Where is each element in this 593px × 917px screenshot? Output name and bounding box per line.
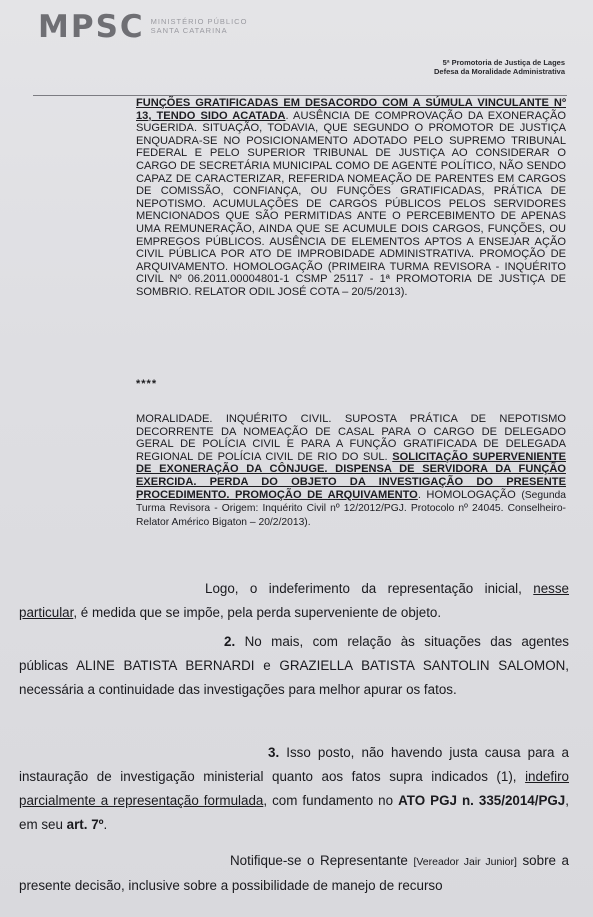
ementa-quote-2 xyxy=(136,413,566,529)
paragraph-2-number: 2. xyxy=(224,634,236,649)
logo-subtitle xyxy=(151,17,248,35)
ementa-2-reference: (Segunda Turma Revisora - Origem: Inquérito Civil nº 12/2012/PGJ. Protocolo nº 24045. Conselheiro-Relator Américo Bigaton – 20/2/2013). xyxy=(136,489,567,528)
ementa-1-highlight: FUNÇÕES GRATIFICADAS EM DESACORDO COM A SÚMULA VINCULANTE Nº 13, TENDO SIDO ACATADA xyxy=(136,97,566,122)
paragraph-4-bracket-note: [Vereador Jair Junior] xyxy=(413,856,517,868)
paragraph-4 xyxy=(19,849,569,898)
paragraph-3-text: Isso posto, não havendo justa causa para a instauração de investigação ministerial quanto aos fatos supra indicados (1), xyxy=(19,745,569,784)
paragraph-3-text-4: . xyxy=(103,817,108,832)
ementa-2-text: MORALIDADE. INQUÉRITO CIVIL. SUPOSTA PRÁTICA DE NEPOTISMO DECORRENTE DA NOMEAÇÃO DE CASAL PARA O CARGO DE DELEGADO GERAL DE POLÍCIA CIVIL E PARA A FUNÇÃO GRATIFICADA DE DELEGADA REGIONAL DE POLÍCIA CIVIL DE RIO DO SUL. xyxy=(136,413,566,463)
office-line-2: Defesa da Moralidade Administrativa xyxy=(433,67,565,76)
paragraph-3-text-3: , em seu xyxy=(19,793,569,832)
logo-subtitle-line-1: MINISTÉRIO PÚBLICO xyxy=(150,17,248,26)
paragraph-4-text: Notifique-se o Representante xyxy=(230,853,414,868)
office-line-1: 5ª Promotoria de Justiça de Lages xyxy=(442,58,565,67)
paragraph-2 xyxy=(19,630,569,702)
ementa-quote-1 xyxy=(136,97,566,299)
paragraph-1-text-2: , é medida que se impõe, pela perda superveniente de objeto. xyxy=(73,605,442,620)
paragraph-3-underlined: indefiro parcialmente a representação formulada xyxy=(19,769,569,808)
logo-wordmark: MPSC xyxy=(38,9,145,45)
logo-subtitle-line-2: SANTA CATARINA xyxy=(150,26,228,35)
paragraph-3-act-reference: ATO PGJ n. 335/2014/PGJ xyxy=(398,793,566,808)
office-header xyxy=(434,58,565,76)
paragraph-3-number: 3. xyxy=(268,745,280,760)
ementa-1-text: . AUSÊNCIA DE COMPROVAÇÃO DA EXONERAÇÃO SUGERIDA. SITUAÇÃO, TODAVIA, QUE SEGUNDO O PROMOTOR DE JUSTIÇA ENQUADRA-SE NO POSICIONAMENTO ADOTADO PELO SUPREMO TRIBUNAL FEDERAL E PELO SUPERIOR TRIBUNAL DE JUSTIÇA AO CONSIDERAR O CARGO DE SECRETÁRIA MUNICIPAL COMO DE AGENTE POLÍTICO, NÃO SENDO CAPAZ DE CARACTERIZAR, REFERIDA NOMEAÇÃO DE PARENTES EM CARGOS DE COMISSÃO, CONFIANÇA, OU FUNÇÕES GRATIFICADAS, PRÁTICA DE NEPOTISMO. ACUMULAÇÕES DE CARGOS PÚBLICOS PELOS SERVIDORES MENCIONADOS QUE SÃO PERMITIDAS ANTE O PERCEBIMENTO DE APENAS UMA REMUNERAÇÃO, AINDA QUE SE ACUMULE DOIS CARGOS, FUNÇÕES, OU EMPREGOS PÚBLICOS. AUSÊNCIA DE ELEMENTOS APTOS A ENSEJAR AÇÃO CIVIL PÚBLICA POR ATO DE IMPROBIDADE ADMINISTRATIVA. PROMOÇÃO DE ARQUIVAMENTO. HOMOLOGAÇÃO (PRIMEIRA TURMA REVISORA - INQUÉRITO CIVIL Nº 06.2011.00004801-1 CSMP 25117 - 1ª PROMOTORIA DE JUSTIÇA DE SOMBRIO. RELATOR ODIL JOSÉ COTA – 20/5/2013). xyxy=(136,109,567,298)
paragraph-3 xyxy=(19,741,569,837)
paragraph-2-text: No mais, com relação às situações das agentes públicas ALINE BATISTA BERNARDI e GRAZIELLA BATISTA SANTOLIN SALOMON, necessária a continuidade das investigações para melhor apurar os fatos. xyxy=(19,634,569,697)
ementa-2-text-2: . HOMOLOGAÇÃO xyxy=(417,488,522,501)
paragraph-4-text-2: sobre a presente decisão, inclusive sobre a possibilidade de manejo de recurso xyxy=(19,853,569,893)
mpsc-logo xyxy=(38,8,247,46)
paragraph-3-text-2: , com fundamento no xyxy=(263,793,399,808)
header-divider xyxy=(33,95,567,96)
paragraph-3-article: art. 7º xyxy=(66,817,104,832)
quote-separator: **** xyxy=(136,378,158,390)
paragraph-1-text: Logo, o indeferimento da representação inicial, xyxy=(205,581,534,596)
paragraph-1 xyxy=(19,577,569,625)
ementa-2-highlight: SOLICITAÇÃO SUPERVENIENTE DE EXONERAÇÃO DA CÔNJUGE. DISPENSA DE SERVIDORA DA FUNÇÃO EXERCIDA. PERDA DO OBJETO DA INVESTIGAÇÃO DO PRESENTE PROCEDIMENTO. PROMOÇÃO DE ARQUIVAMENTO xyxy=(136,450,567,501)
paragraph-1-underlined: nesse particular xyxy=(19,581,569,620)
